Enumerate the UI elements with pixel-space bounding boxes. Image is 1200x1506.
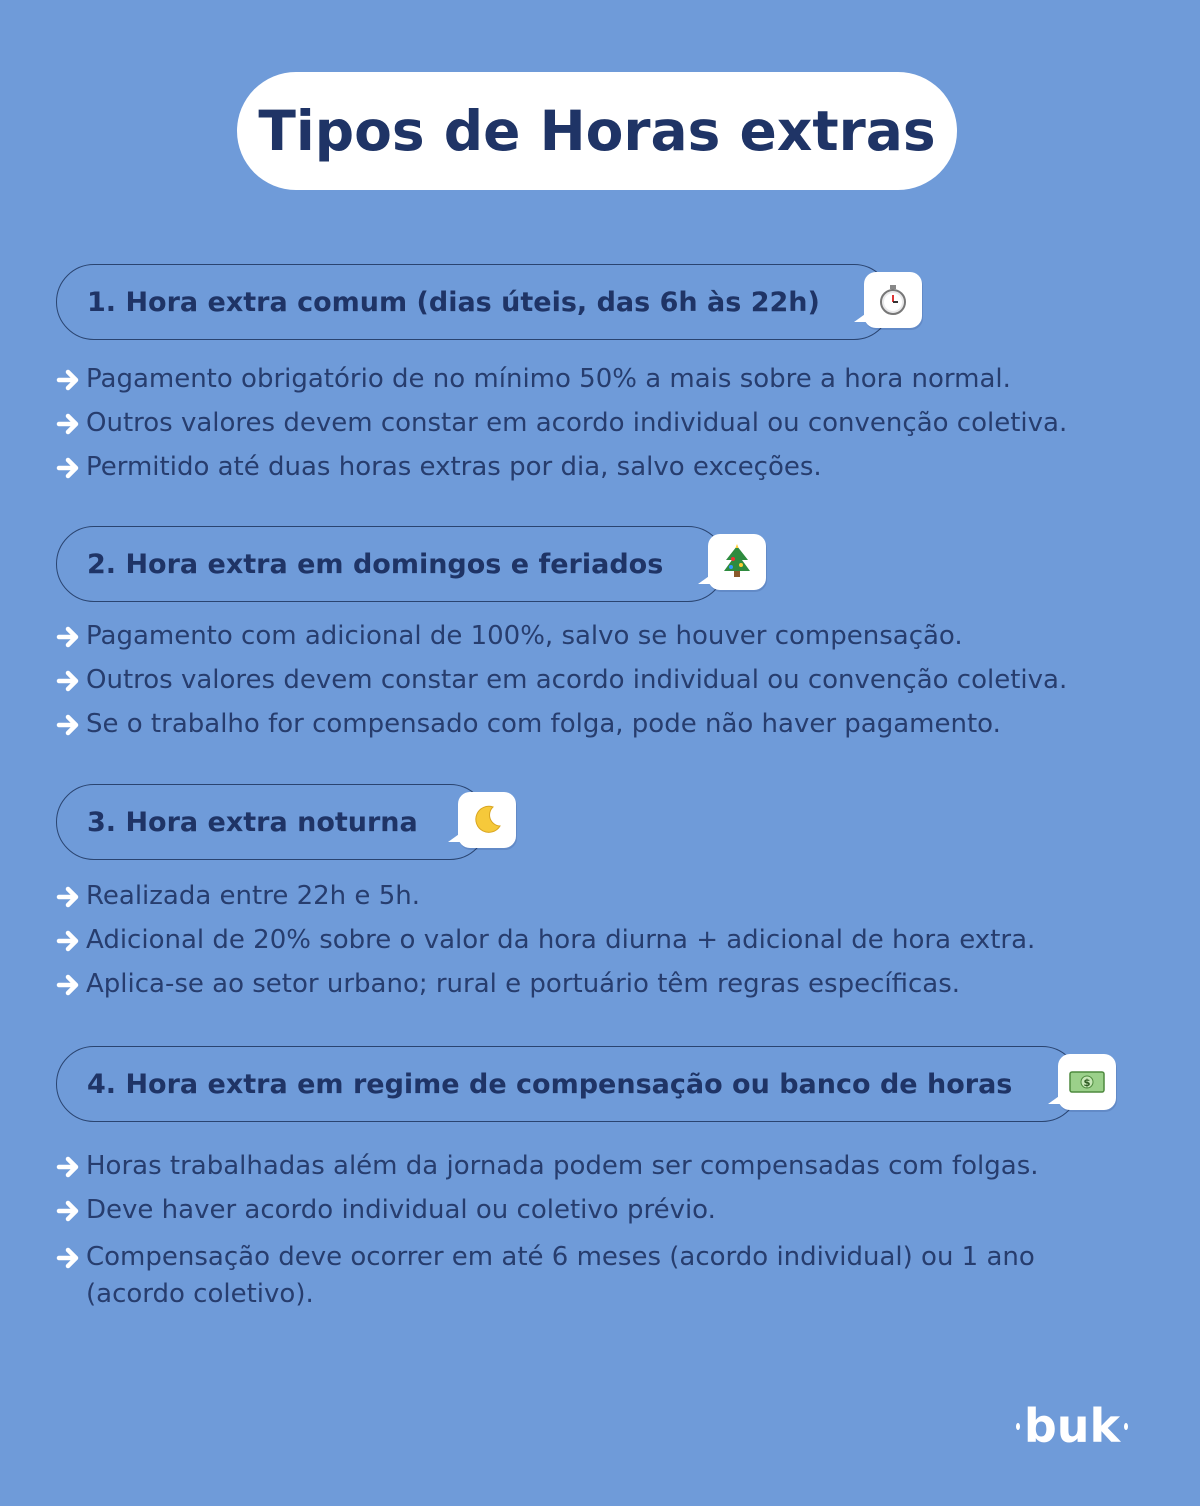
section-heading: 4. Hora extra em regime de compensação ou banco de horas [87,1068,1013,1100]
list-item-text: Permitido até duas horas extras por dia, salvo exceções. [86,452,822,482]
bullet-list [56,618,1156,743]
svg-text:$: $ [1083,1078,1091,1089]
list-item [56,361,1156,398]
dollar-bill-icon [1058,1054,1116,1110]
section-heading-pill [56,264,892,340]
arrow-right-icon [56,706,86,743]
list-item [56,405,1156,442]
arrow-right-icon [56,878,86,915]
arrow-right-icon [56,1148,86,1185]
arrow-right-icon [56,1239,86,1276]
bullet-list [56,361,1156,486]
arrow-right-icon [56,618,86,655]
section-heading: 1. Hora extra comum (dias úteis, das 6h às 22h) [87,286,820,318]
christmas-tree-icon [708,534,766,590]
list-item [56,966,1156,1003]
list-item-text: Outros valores devem constar em acordo individual ou convenção coletiva. [86,665,1068,695]
arrow-right-icon [56,662,86,699]
section-heading-pill [56,526,726,602]
list-item-text: Aplica-se ao setor urbano; rural e portuário têm regras específicas. [86,969,961,999]
list-item [56,706,1156,743]
arrow-right-icon [56,361,86,398]
bullet-list [56,878,1156,1003]
stopwatch-icon [864,272,922,328]
buk-logo [1012,1396,1132,1456]
list-item [56,878,1156,915]
list-item-text: Horas trabalhadas além da jornada podem ser compensadas com folgas. [86,1151,1039,1181]
arrow-right-icon [56,1192,86,1229]
list-item-text: Realizada entre 22h e 5h. [86,881,420,911]
arrow-right-icon [56,449,86,486]
section-heading-pill [56,784,488,860]
list-item-text: Se o trabalho for compensado com folga, pode não haver pagamento. [86,709,1001,739]
logo-text: buk [1023,1399,1121,1453]
list-item [56,1239,1156,1313]
list-item-text: Adicional de 20% sobre o valor da hora diurna + adicional de hora extra. [86,925,1036,955]
title-pill [237,72,957,190]
page-title: Tipos de Horas extras [258,99,936,163]
logo-dot [1124,1423,1128,1430]
list-item [56,1148,1156,1185]
logo-dot [1016,1423,1020,1430]
arrow-right-icon [56,405,86,442]
list-item [56,449,1156,486]
list-item [56,1192,1156,1229]
section-heading: 2. Hora extra em domingos e feriados [87,548,664,580]
crescent-moon-icon [458,792,516,848]
list-item-text: Pagamento obrigatório de no mínimo 50% a mais sobre a hora normal. [86,364,1011,394]
list-item-text: Deve haver acordo individual ou coletivo prévio. [86,1195,716,1225]
list-item [56,922,1156,959]
list-item-text: Outros valores devem constar em acordo individual ou convenção coletiva. [86,408,1068,438]
list-item-text: Pagamento com adicional de 100%, salvo se houver compensação. [86,621,963,651]
section-heading-pill [56,1046,1080,1122]
list-item-text: Compensação deve ocorrer em até 6 meses (acordo individual) ou 1 ano (acordo coletivo). [86,1242,1035,1309]
list-item [56,618,1156,655]
arrow-right-icon [56,966,86,1003]
bullet-list [56,1148,1156,1313]
list-item [56,662,1156,699]
section-heading: 3. Hora extra noturna [87,806,418,838]
arrow-right-icon [56,922,86,959]
